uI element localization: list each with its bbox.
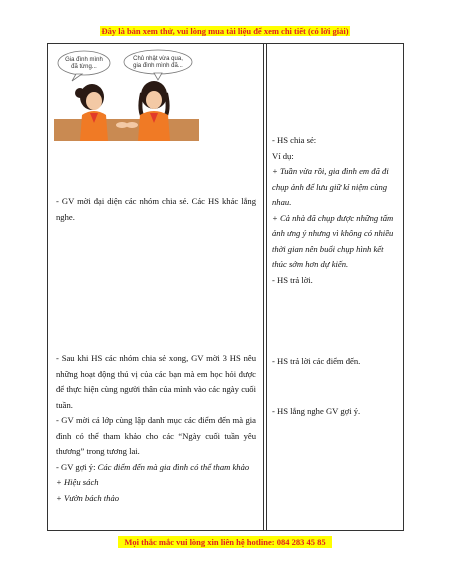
left-section-activities (56, 351, 256, 506)
list-item-botanical-garden: + Vườn bách thảo (56, 492, 120, 503)
list-item-bookstore: + Hiệu sách (56, 477, 99, 487)
two-girls-talking-illustration (54, 49, 199, 141)
left-para-share: - GV mời đại diện các nhóm chia sẻ. Các HS khác lắng nghe. (56, 196, 256, 222)
column-divider (263, 44, 264, 530)
bubble-right-line1: Chủ nhật vừa qua, (133, 56, 183, 62)
right-section-share (272, 133, 400, 288)
right-example-label: Ví dụ: (272, 150, 294, 161)
right-answer: - HS trả lời. (272, 274, 313, 285)
left-para-summary: - Sau khi HS các nhóm chia sẻ xong, GV mời 3 HS nêu những hoạt động thú vị của các bạn mà em học hỏi được để thực hiện cùng người thân của mình vào các ngày cuối tuần. (56, 353, 256, 410)
right-answer-places: - HS trả lời các điểm đến. (272, 356, 361, 366)
right-share-label: - HS chia sẻ: (272, 135, 317, 145)
bubble-left-line2: đã từng... (71, 64, 97, 70)
left-para-destinations: - GV mời cả lớp cùng lập danh mục các điểm đến mà gia đình có thể tham khảo cho các “Ngày cuối tuần yêu thương” trong tương lai. (56, 415, 256, 456)
lesson-table (47, 43, 404, 531)
column-divider-inner (266, 44, 267, 530)
right-listen: - HS lắng nghe GV gợi ý. (272, 406, 361, 416)
right-example-1: + Tuần vừa rồi, gia đình em đã đi chụp ảnh để lưu giữ kỉ niệm cùng nhau. (272, 166, 389, 207)
hotline-banner: Mọi thắc mắc vui lòng xin liên hệ hotline: 084 283 45 85 (118, 536, 332, 548)
bubble-left-line1: Gia đình mình (65, 57, 103, 63)
preview-banner: Đây là bản xem thử, vui lòng mua tài liệu để xem chi tiết (có lời giải) (101, 26, 349, 36)
left-para-suggestion: - GV gợi ý: Các điểm đến mà gia đình có thể tham khảo (56, 461, 250, 472)
right-example-2: + Cả nhà đã chụp được những tấm ảnh ưng ý nhưng vì không có nhiều thời gian nên buổi chụp hình kết thúc sớm hơn dự kiến. (272, 212, 394, 269)
bubble-right-line2: gia đình mình đã... (133, 63, 183, 69)
